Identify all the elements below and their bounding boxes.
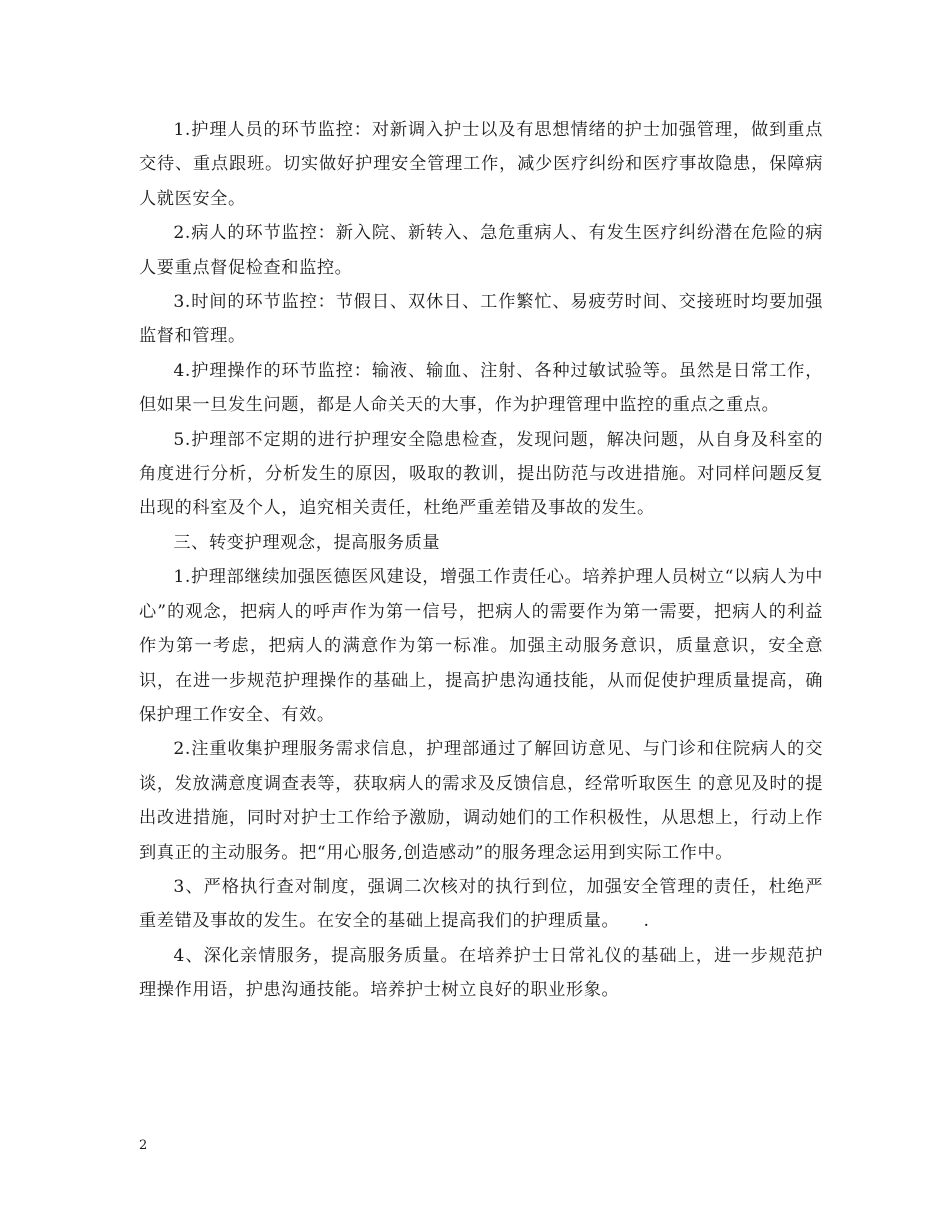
paragraph-time-monitoring: 3.时间的环节监控：节假日、双休日、工作繁忙、易疲劳时间、交接班时均要加强监督和管理。 bbox=[139, 292, 823, 347]
paragraph-ethics-building: 1.护理部继续加强医德医风建设，增强工作责任心。培养护理人员树立“以病人为中心”的观念，把病人的呼声作为第一信号，把病人的需要作为第一需要，把病人的利益作为第一考虑，把病人的满意作为第一标准。加强主动服务意识，质量意识，安全意识，在进一步规范护理操作的基础上，提高护患沟通技能，从而促使护理质量提高，确保护理工作安全、有效。 bbox=[139, 567, 823, 725]
paragraph-staff-monitoring: 1.护理人员的环节监控：对新调入护士以及有思想情绪的护士加强管理，做到重点交待、重点跟班。切实做好护理安全管理工作，减少医疗纠纷和医疗事故隐患，保障病人就医安全。 bbox=[139, 120, 823, 209]
page-number: 2 bbox=[139, 1138, 148, 1153]
paragraph-feedback-collection: 2.注重收集护理服务需求信息，护理部通过了解回访意见、与门诊和住院病人的交谈，发放满意度调查表等，获取病人的需求及反馈信息，经常听取医生 的意见及时的提出改进措施，同时对护士工作给予激励，调动她们的工作积极性，从思想上，行动上作到真正的主动服务。把“用心服务,创造感动”的服务理念运用到实际工作中。 bbox=[139, 739, 823, 863]
paragraph-checking-system: 3、严格执行查对制度，强调二次核对的执行到位，加强安全管理的责任，杜绝严重差错及事故的发生。在安全的基础上提高我们的护理质量。 . bbox=[139, 876, 823, 932]
paragraph-safety-inspection: 5.护理部不定期的进行护理安全隐患检查，发现问题，解决问题，从自身及科室的角度进行分析，分析发生的原因，吸取的教训，提出防范与改进措施。对同样问题反复出现的科室及个人，追究相关责任，杜绝严重差错及事故的发生。 bbox=[139, 429, 823, 519]
paragraph-service-quality: 4、深化亲情服务，提高服务质量。在培养护士日常礼仪的基础上，进一步规范护理操作用语，护患沟通技能。培养护士树立良好的职业形象。 bbox=[139, 945, 823, 1001]
paragraph-operation-monitoring: 4.护理操作的环节监控：输液、输血、注射、各种过敏试验等。虽然是日常工作，但如果一旦发生问题，都是人命关天的大事，作为护理管理中监控的重点之重点。 bbox=[139, 360, 823, 416]
section-heading: 三、转变护理观念，提高服务质量 bbox=[173, 532, 441, 553]
paragraph-patient-monitoring: 2.病人的环节监控：新入院、新转入、急危重病人、有发生医疗纠纷潜在危险的病人要重点督促检查和监控。 bbox=[139, 223, 823, 278]
document-body bbox=[139, 113, 823, 1008]
